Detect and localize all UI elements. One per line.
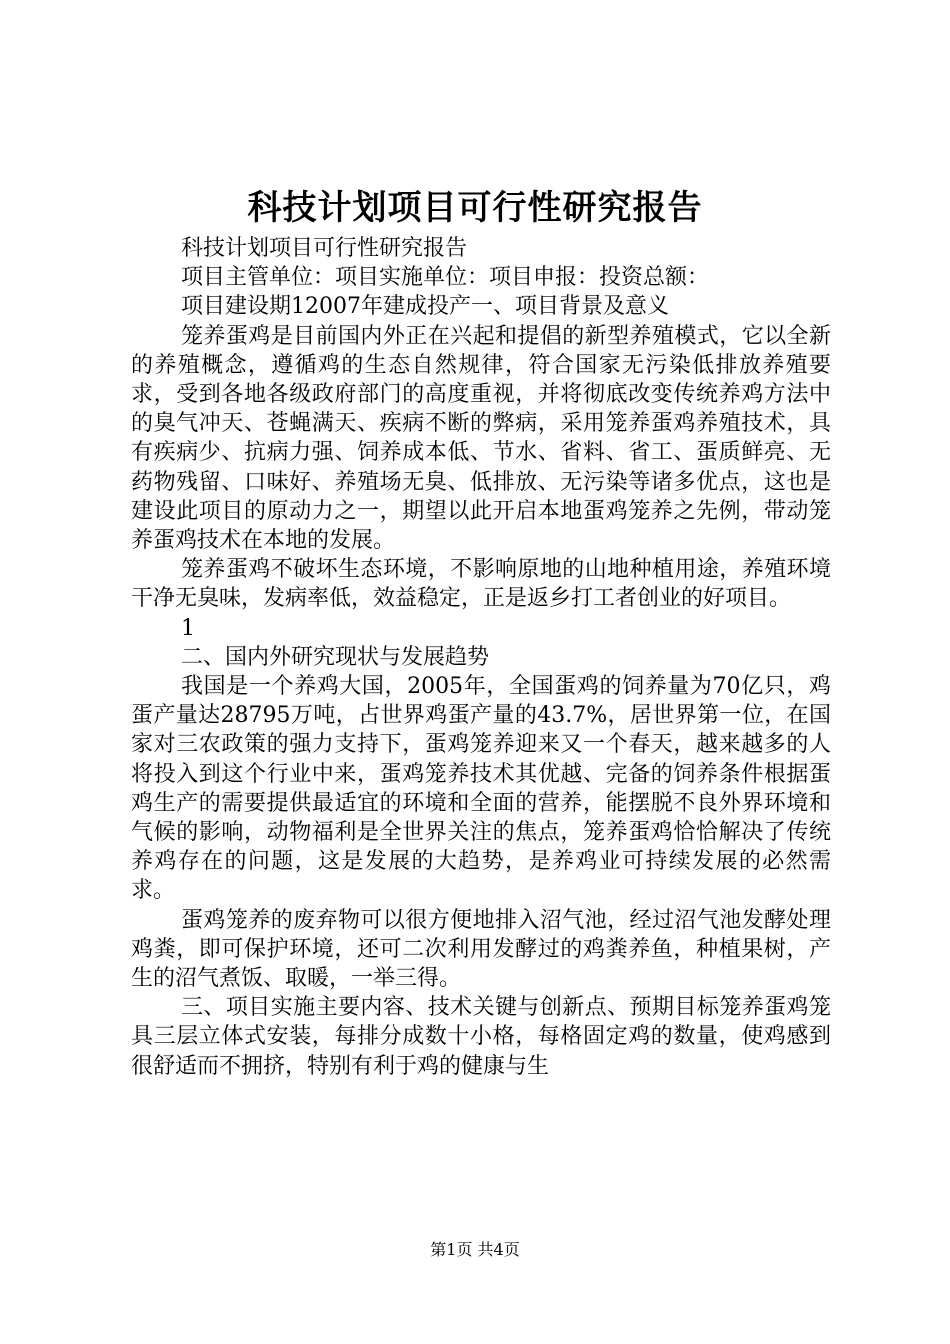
paragraph-waste-usage: 蛋鸡笼养的废弃物可以很方便地排入沼气池，经过沼气池发酵处理鸡粪，即可保护环境，还可二次利用发酵过的鸡粪养鱼，种植果树，产生的沼气煮饭、取暖，一举三得。 — [131, 907, 831, 992]
paragraph-project-period: 项目建设期12007年建成投产一、项目背景及意义 — [181, 294, 669, 320]
paragraph-ecology: 笼养蛋鸡不破坏生态环境，不影响原地的山地种植用途，养殖环境干净无臭味，发病率低，效益稳定，正是返乡打工者创业的好项目。 — [131, 557, 831, 612]
paragraph-research-status: 我国是一个养鸡大国，2005年，全国蛋鸡的饲养量为70亿只，鸡蛋产量达28795万吨，占世界鸡蛋产量的43.7%，居世界第一位，在国家对三农政策的强力支持下，蛋鸡笼养迎来又一个春天，越来越多的人将投入到这个行业中来，蛋鸡笼养技术其优越、完备的饲养条件根据蛋鸡生产的需要提供最适宜的环境和全面的营养，能摆脱不良外界环境和气候的影响，动物福利是全世界关注的焦点，笼养蛋鸡恰恰解决了传统养鸡存在的问题，这是发展的大趋势，是养鸡业可持续发展的必然需求。 — [131, 674, 831, 904]
section-heading-research-status: 二、国内外研究现状与发展趋势 — [181, 644, 490, 670]
paragraph-page-marker: 1 — [181, 615, 195, 641]
document-title: 科技计划项目可行性研究报告 — [247, 188, 703, 228]
paragraph-project-units: 项目主管单位：项目实施单位：项目申报：投资总额： — [181, 265, 710, 291]
paragraph-implementation: 三、项目实施主要内容、技术关键与创新点、预期目标笼养蛋鸡笼具三层立体式安装，每排分成数十小格，每格固定鸡的数量，使鸡感到很舒适而不拥挤，特别有利于鸡的健康与生 — [131, 995, 831, 1079]
paragraph-background: 笼养蛋鸡是目前国内外正在兴起和提倡的新型养殖模式，它以全新的养殖概念，遵循鸡的生态自然规律，符合国家无污染低排放养殖要求，受到各地各级政府部门的高度重视，并将彻底改变传统养鸡方法中的臭气冲天、苍蝇满天、疾病不断的弊病，采用笼养蛋鸡养殖技术，具有疾病少、抗病力强、饲养成本低、节水、省料、省工、蛋质鲜亮、无药物残留、口味好、养殖场无臭、低排放、无污染等诸多优点，这也是建设此项目的原动力之一，期望以此开启本地蛋鸡笼养之先例，带动笼养蛋鸡技术在本地的发展。 — [131, 323, 831, 554]
page-footer: 第1页 共4页 — [430, 1240, 520, 1259]
paragraph-report-name: 科技计划项目可行性研究报告 — [181, 236, 468, 261]
document-body — [131, 234, 831, 1081]
